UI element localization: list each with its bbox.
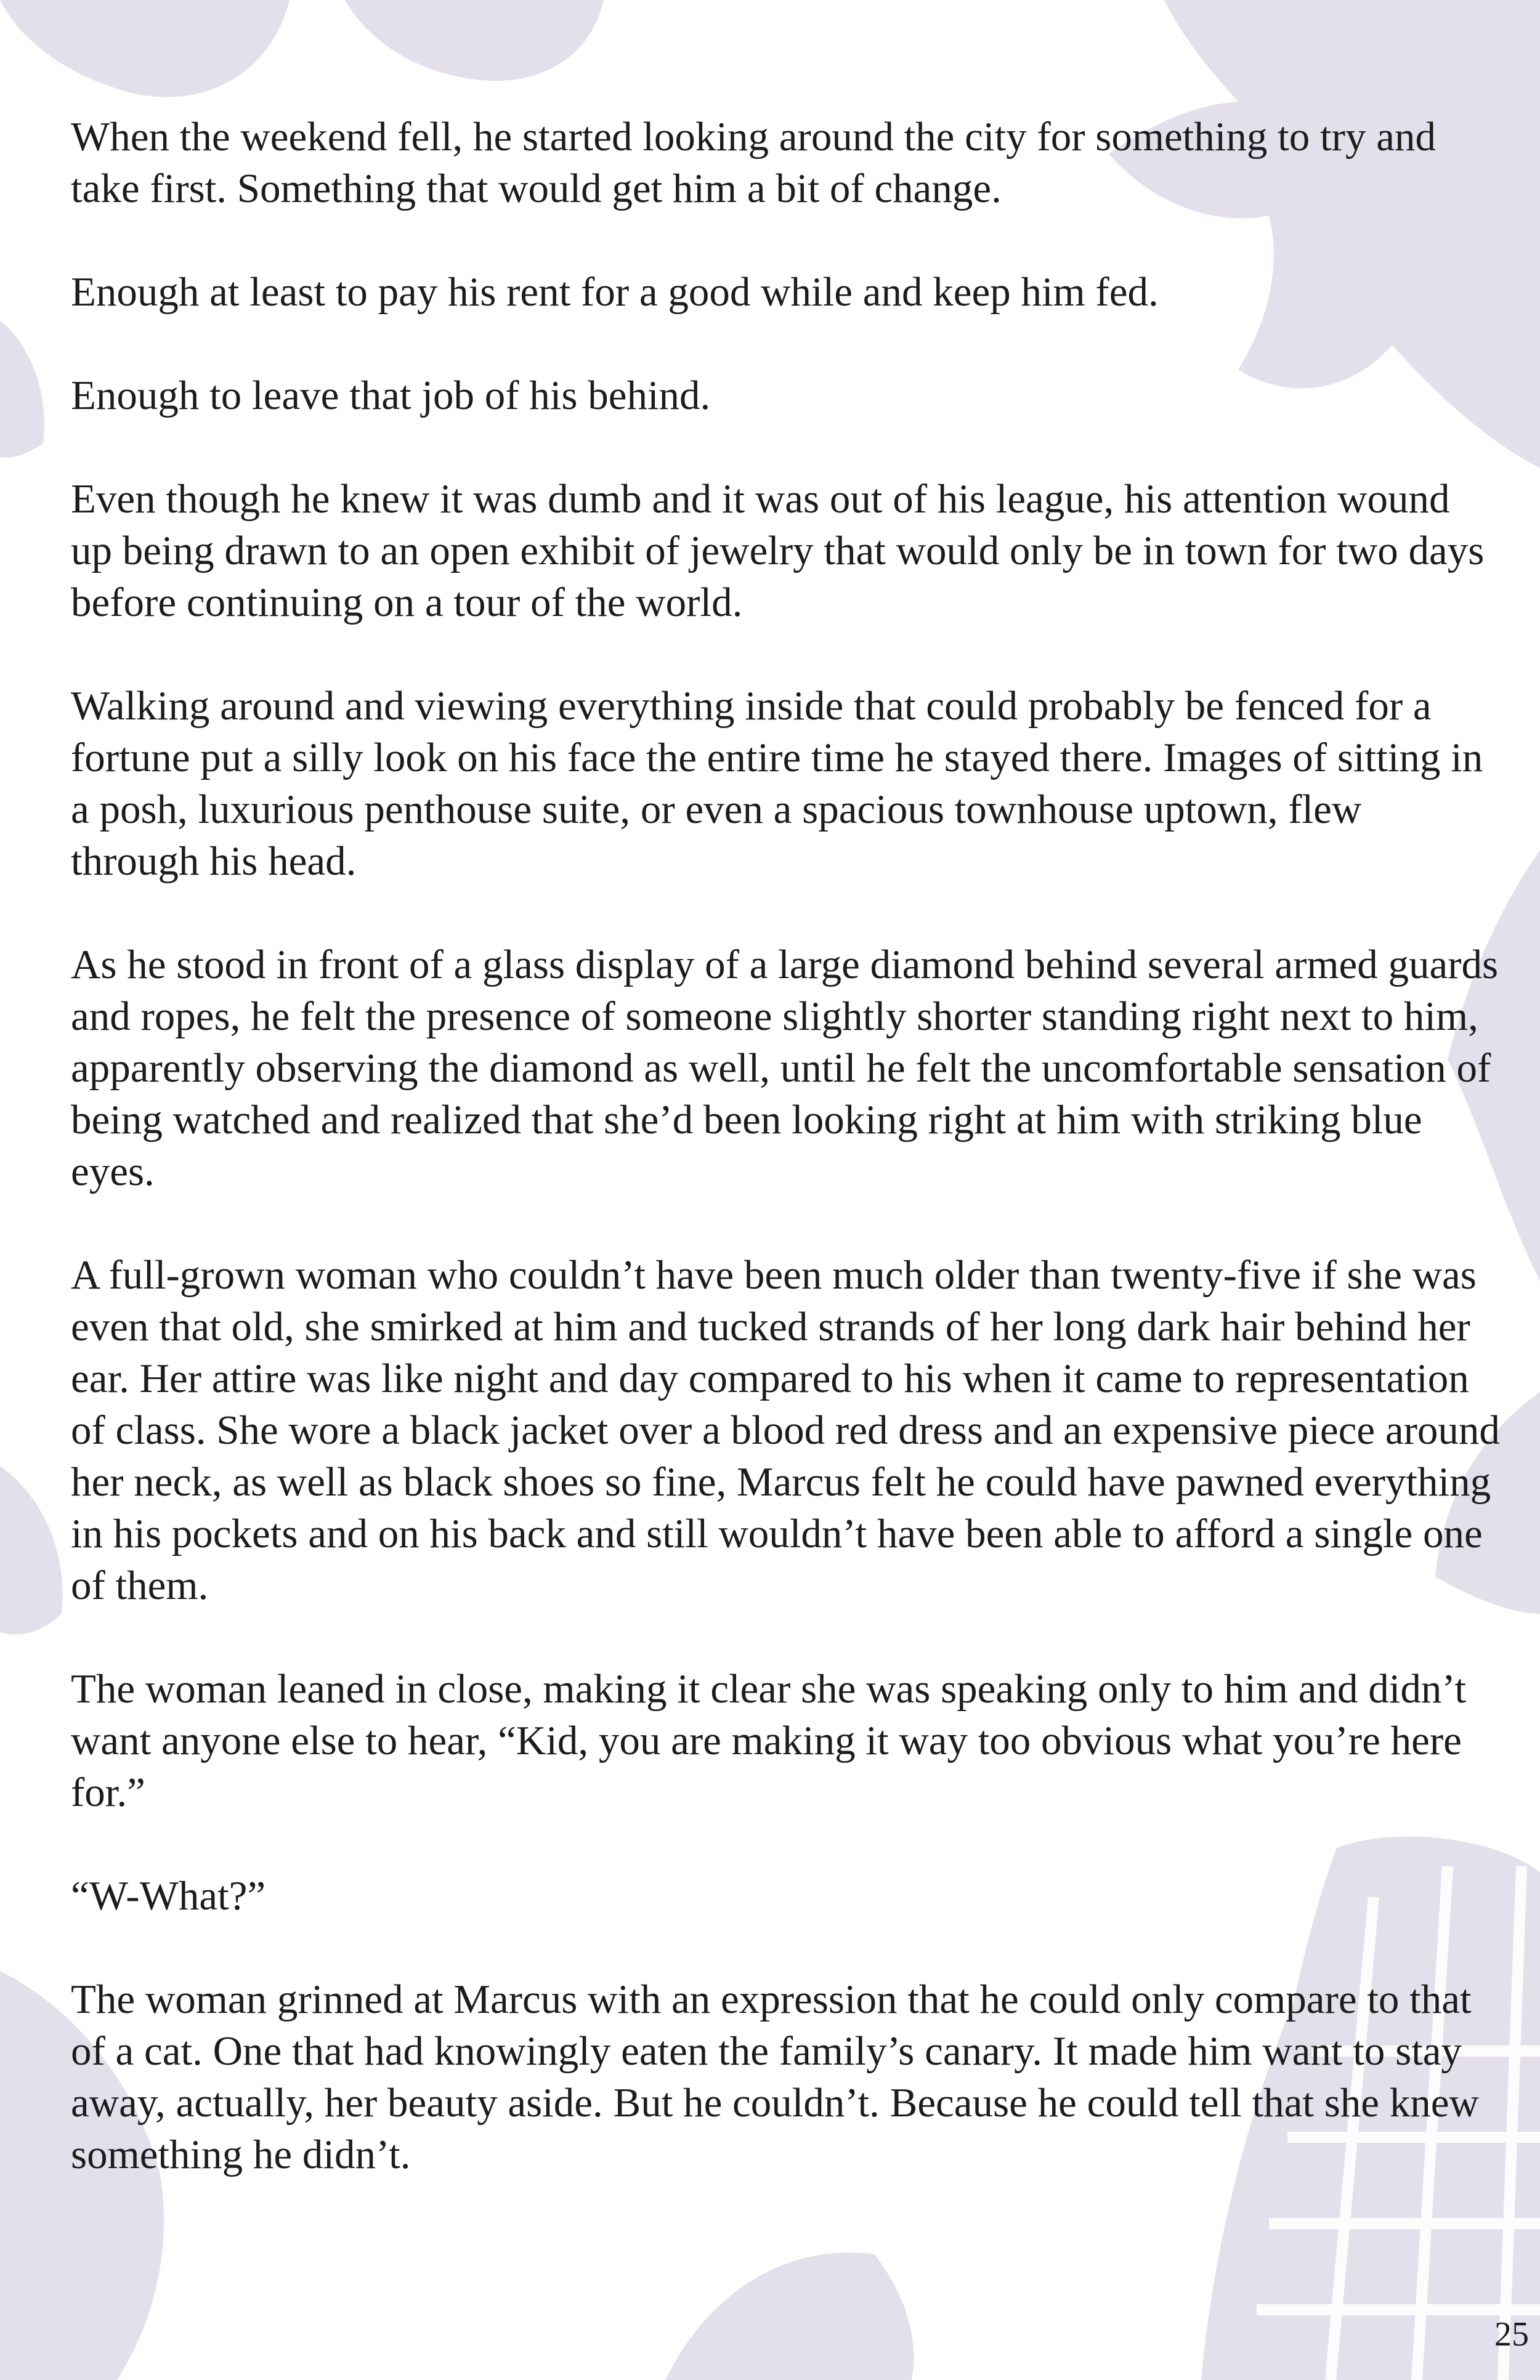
paragraph: Enough at least to pay his rent for a good while and keep him fed. [71, 269, 1159, 315]
leaf-shape-left-mid [0, 1466, 63, 1635]
paragraph: As he stood in front of a glass display of a large diamond behind several armed guards and ropes, he felt the presence of someone slightly shorter standing right next to him, apparently observing the diamond as well, until he felt the uncomfortable sensation of being watched and realized that she’d been looking right at him with striking blue eyes. [71, 942, 1499, 1194]
paragraph: A full-grown woman who couldn’t have been much older than twenty-five if she was even that old, she smirked at him and tucked strands of her long dark hair behind her ear. Her attire was like night and day compared to his when it came to representation of class. She wore a black jacket over a blood red dress and an expensive piece around her neck, as well as black shoes so fine, Marcus felt he could have pawned everything in his pockets and on his back and still wouldn’t have been able to afford a single one of them. [71, 1252, 1500, 1608]
body-text [71, 111, 1500, 2180]
paragraph: The woman grinned at Marcus with an expression that he could only compare to that of a cat. One that had knowingly eaten the family’s canary. It made him want to stay away, actually, her beauty aside. But he couldn’t. Because he could tell that she knew something he didn’t. [71, 1977, 1479, 2177]
paragraph: Walking around and viewing everything inside that could probably be fenced for a fortune put a silly look on his face the entire time he stayed there. Images of sitting in a posh, luxurious penthouse suite, or even a spacious townhouse uptown, flew through his head. [71, 683, 1483, 884]
dialogue-line: “W-What?” [71, 1873, 266, 1919]
paragraph: Enough to leave that job of his behind. [71, 373, 711, 418]
paragraph: Even though he knew it was dumb and it was out of his league, his attention wound up being drawn to an open exhibit of jewelry that would only be in town for two days before continuing on a tour of the world. [71, 476, 1485, 625]
leaf-shape-top-left [0, 0, 290, 97]
page-number: 25 [1494, 2315, 1529, 2354]
paragraph: When the weekend fell, he started looking around the city for something to try and take first. Something that would get him a bit of change. [71, 114, 1436, 211]
leaf-shape-top-center [345, 0, 604, 81]
paragraph: The woman leaned in close, making it clear she was speaking only to him and didn’t want anyone else to hear, “Kid, you are making it way too obvious what you’re here for.” [71, 1666, 1467, 1815]
petal-shape-top-left-lower [0, 320, 44, 458]
leaf-shape-bottom-center [665, 2252, 914, 2380]
